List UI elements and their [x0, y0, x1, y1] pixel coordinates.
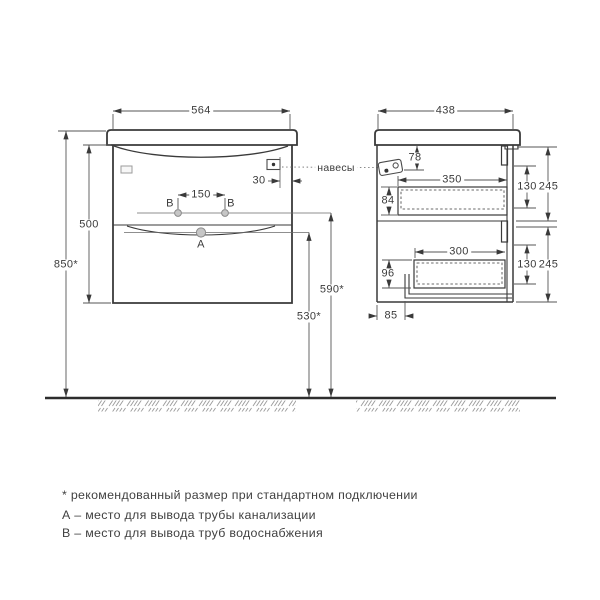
bottom-drawer-box-dashed	[417, 263, 502, 284]
cabinet-body-front	[113, 145, 292, 303]
dim-label-drain-height: 530*	[296, 310, 322, 323]
floor-hatching-left	[98, 401, 296, 412]
dim-label-mounting-height: 850*	[53, 258, 79, 270]
wall-hanger-side-icon	[378, 159, 403, 176]
countertop-front	[107, 130, 297, 145]
dim-label-bottom-drawer-depth: 300	[449, 245, 469, 258]
dim-label-depth: 438	[435, 104, 456, 116]
dim-label-bottom-front: 245	[538, 258, 559, 270]
drain-pipe-outline	[405, 274, 512, 298]
dim-label-drain-offset: 85	[384, 309, 398, 322]
dim-label-hanger-offset: 30	[252, 174, 266, 187]
hole-b-left	[175, 210, 182, 217]
dim-label-hanger-top: 78	[408, 151, 422, 164]
wall-hanger-right-icon	[267, 157, 280, 188]
basin-edge-curve	[114, 146, 288, 157]
front-view-drawing	[107, 130, 378, 303]
dim-label-top-opening: 130	[517, 180, 537, 193]
dim-label-bottom-drawer-height: 96	[381, 267, 395, 279]
dim-label-outlet-spacing: 150	[191, 188, 211, 200]
hole-b-right	[222, 210, 229, 217]
dim-label-bottom-opening: 130	[517, 258, 537, 270]
top-drawer-box	[398, 187, 507, 215]
dim-label-cabinet-height: 500	[79, 218, 99, 230]
hole-a	[196, 228, 205, 237]
top-drawer-box-dashed	[401, 190, 504, 209]
footnote-water-outlet: В – место для вывода труб водоснабжения	[62, 525, 323, 540]
hangers-callout-label: навесы	[317, 161, 355, 174]
dim-label-top-front: 245	[538, 180, 559, 193]
dim-label-top-drawer-depth: 350	[442, 173, 462, 186]
wall-hanger-left-icon	[121, 166, 132, 173]
countertop-side	[375, 130, 520, 145]
hole-b-right-label: В	[227, 197, 235, 210]
footnote-drain-outlet: А – место для вывода трубы канализации	[62, 507, 316, 522]
floor-hatching-right	[356, 401, 520, 412]
footnote-recommended-size: * рекомендованный размер при стандартном подключении	[62, 487, 418, 502]
hole-a-label: А	[197, 238, 205, 251]
dim-label-top-drawer-height: 84	[381, 194, 395, 207]
side-view-drawing	[375, 130, 520, 302]
dim-label-front-width: 564	[191, 104, 211, 116]
floor	[45, 398, 556, 412]
front-view-dimensions	[58, 111, 331, 397]
dim-label-water-height: 590*	[319, 283, 345, 296]
hole-b-left-label: В	[166, 197, 174, 210]
